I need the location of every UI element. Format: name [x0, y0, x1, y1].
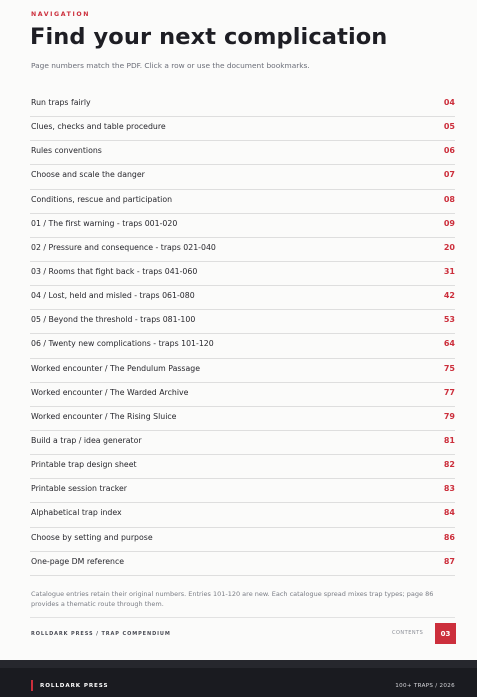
toc-page-number: 86: [443, 532, 455, 542]
toc-entry-label: Run traps fairly: [31, 98, 91, 107]
toc-row[interactable]: [30, 238, 455, 262]
toc-entry-label: Worked encounter / The Rising Sluice: [31, 411, 177, 421]
toc-page-number: 81: [443, 435, 455, 445]
brand-mark: [31, 680, 33, 691]
toc-entry-label: One-page DM reference: [31, 556, 125, 566]
toc-page-number: 83: [443, 484, 455, 494]
toc-entry-label: Printable trap design sheet: [31, 460, 137, 470]
band-brand: ROLLDARK PRESS: [40, 683, 109, 689]
footer-publication: ROLLDARK PRESS / TRAP COMPENDIUM: [31, 631, 171, 637]
toc-row[interactable]: [30, 334, 455, 358]
page-title: Find your next complication: [30, 24, 388, 50]
toc-page-number: 75: [443, 363, 455, 373]
page-number-badge: 03: [435, 623, 456, 644]
toc-page-number: 79: [443, 411, 455, 421]
toc-row[interactable]: [30, 141, 455, 165]
toc-row[interactable]: [30, 310, 455, 334]
toc-row[interactable]: [30, 528, 455, 552]
table-of-contents: [30, 93, 455, 576]
toc-entry-label: Choose and scale the danger: [31, 170, 145, 180]
toc-entry-label: Alphabetical trap index: [31, 508, 122, 518]
toc-page-number: 08: [443, 194, 455, 204]
toc-entry-label: 01 / The first warning - traps 001-020: [31, 218, 178, 228]
toc-row[interactable]: [30, 479, 455, 503]
band-edition: 100+ TRAPS / 2026: [395, 683, 455, 689]
bottom-band-edge: [0, 660, 477, 668]
toc-page-number: 31: [443, 266, 455, 276]
toc-page-number: 87: [443, 556, 455, 566]
toc-row[interactable]: [30, 93, 455, 117]
catalogue-note: Catalogue entries retain their original numbers. Entries 101-120 are new. Each catalogue spread mixes trap types; page 86 provides a thematic route through them.: [31, 590, 434, 608]
toc-entry-label: Build a trap / idea generator: [31, 435, 142, 445]
toc-page-number: 09: [443, 218, 455, 228]
toc-page-number: 82: [443, 460, 455, 470]
toc-entry-label: 05 / Beyond the threshold - traps 081-100: [31, 315, 196, 325]
toc-entry-label: Rules conventions: [31, 146, 102, 156]
toc-entry-label: Worked encounter / The Pendulum Passage: [31, 363, 201, 373]
toc-row[interactable]: [30, 431, 455, 455]
toc-entry-label: Conditions, rescue and participation: [31, 194, 173, 204]
toc-page-number: 84: [443, 508, 455, 518]
section-eyebrow: NAVIGATION: [31, 11, 90, 18]
toc-row[interactable]: [30, 286, 455, 310]
toc-row[interactable]: [30, 190, 455, 214]
toc-row[interactable]: [30, 165, 455, 189]
footer-contents-label: CONTENTS: [392, 630, 424, 636]
toc-page-number: 06: [443, 146, 455, 156]
toc-page-number: 04: [443, 98, 455, 107]
toc-entry-label: 04 / Lost, held and misled - traps 061-080: [31, 291, 195, 301]
toc-row[interactable]: [30, 407, 455, 431]
toc-page-number: 64: [443, 339, 455, 349]
toc-page-number: 07: [443, 170, 455, 180]
toc-page-number: 77: [443, 387, 455, 397]
toc-row[interactable]: [30, 262, 455, 286]
toc-row[interactable]: [30, 117, 455, 141]
footer-divider: [30, 617, 455, 618]
toc-page-number: 42: [443, 291, 455, 301]
toc-entry-label: Printable session tracker: [31, 484, 128, 494]
toc-entry-label: Choose by setting and purpose: [31, 532, 153, 542]
toc-row[interactable]: [30, 552, 455, 576]
toc-entry-label: 06 / Twenty new complications - traps 101-120: [31, 339, 214, 349]
toc-row[interactable]: [30, 359, 455, 383]
toc-page-number: 20: [443, 242, 455, 252]
toc-entry-label: 02 / Pressure and consequence - traps 021-040: [31, 242, 216, 252]
toc-entry-label: 03 / Rooms that fight back - traps 041-060: [31, 266, 198, 276]
toc-row[interactable]: [30, 455, 455, 479]
page-subtitle: Page numbers match the PDF. Click a row or use the document bookmarks.: [31, 61, 310, 70]
toc-row[interactable]: [30, 214, 455, 238]
toc-row[interactable]: [30, 503, 455, 527]
toc-page-number: 05: [443, 122, 455, 132]
toc-entry-label: Clues, checks and table procedure: [31, 122, 166, 132]
toc-entry-label: Worked encounter / The Warded Archive: [31, 387, 189, 397]
toc-page-number: 53: [443, 315, 455, 325]
toc-row[interactable]: [30, 383, 455, 407]
